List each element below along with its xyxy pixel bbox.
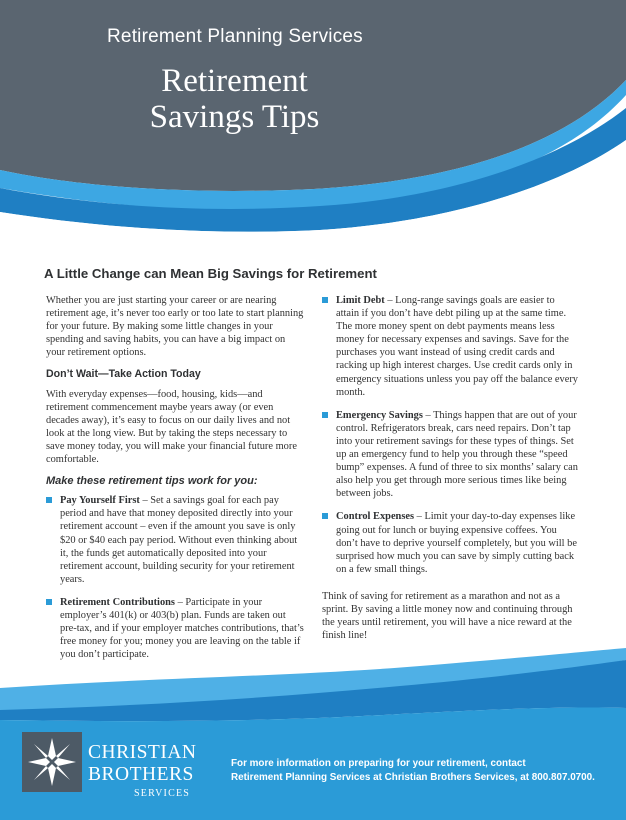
section-heading: Don’t Wait—Take Action Today [46, 368, 201, 381]
footer-swoosh-graphic [0, 648, 626, 820]
closing-paragraph: Think of saving for retirement as a marathon and not as a sprint. By saving a little money now and continuing through the years until retirement, you will have a nice reward at the finish line! [322, 590, 573, 642]
contact-line2: Retirement Planning Services at Christian Brothers Services, at 800.807.0700. [231, 772, 595, 783]
tip-name: Pay Yourself First [60, 495, 140, 507]
tip-item [322, 409, 580, 501]
tip-text: – Set a savings goal for each pay period and have that money deposited directly into your retirement account – even if the amount you save is only $20 or $40 each pay period. Without even thinking about it, the funds get automatically deposited into your retirement account, building security for your retirement years. [60, 495, 298, 585]
tip-name: Limit Debt [336, 295, 385, 306]
bullet-square-icon [322, 297, 328, 303]
tip-name: Control Expenses [336, 511, 415, 523]
tip-name: Emergency Savings [336, 409, 423, 421]
department-name: Retirement Planning Services [107, 26, 363, 47]
contact-info [231, 757, 611, 785]
page-title-line1: Retirement [161, 63, 308, 99]
tip-text: – Participate in your employer’s 401(k) or 403(b) plan. Funds are taken out pre-tax, and if your employer matches contributions, that’s free money for you; money you are leaving on the table if you don’t participate. [60, 596, 304, 661]
brand-name-line1: CHRISTIAN [88, 742, 197, 763]
star-cross-icon [22, 732, 82, 792]
brand-name-line2: BROTHERS [88, 764, 194, 785]
page-title-line2: Savings Tips [149, 99, 320, 135]
tip-item [46, 494, 304, 586]
section-body: With everyday expenses—food, housing, kids—and retirement commencement maybe years away (or even decades away), it’s easy to focus on our daily lives and not look at the long view. But by taking the steps necessary to save money today, you will make your financial future more comfortable. [46, 388, 297, 466]
contact-line1: For more information on preparing for your retirement, contact [231, 758, 526, 769]
brand-name-line3: SERVICES [134, 788, 191, 799]
bullet-square-icon [322, 412, 328, 418]
tips-intro: Make these retirement tips work for you: [46, 475, 258, 488]
right-column [322, 294, 580, 651]
header-banner [0, 0, 626, 245]
headline: A Little Change can Mean Big Savings for Retirement [44, 266, 377, 281]
bullet-square-icon [322, 513, 328, 519]
intro-paragraph: Whether you are just starting your career or are nearing retirement age, it’s never too early or too late to start planning for your future. By making some little changes in your spending and saving habits, you can have a big impact on your retirement options. [46, 295, 304, 359]
tip-item [322, 510, 580, 575]
tip-name: Retirement Contributions [60, 596, 175, 608]
tip-text: – Long-range savings goals are easier to attain if you don’t have debt piling up at the same time. The more money spent on debt payments means less money for necessary expenses and savings. Save for the purchases you want instead of using credit cards and racking up high interest charges. Use credit cards only in emergency situations unless you pay off the balance every month. [336, 295, 578, 398]
bullet-square-icon [46, 599, 52, 605]
tip-text: – Things happen that are out of your control. Refrigerators break, cars need repairs. Don’t tap into your retirement savings for these types of things. Set up an emergency fund to help you through these “speed bump” expenses. A fund of three to six months’ salary can also help you get through more serious times like being between jobs. [336, 409, 578, 500]
tip-item [322, 294, 580, 399]
tip-text: – Limit your day-to-day expenses like going out for lunch or buying expensive coffees. You don’t have to deprive yourself completely, but you will be surprised how much you can save by simply cutting back on a few small things. [336, 511, 577, 575]
page-title [107, 63, 362, 135]
footer-banner [0, 648, 626, 820]
left-column [46, 294, 304, 671]
bullet-square-icon [46, 497, 52, 503]
